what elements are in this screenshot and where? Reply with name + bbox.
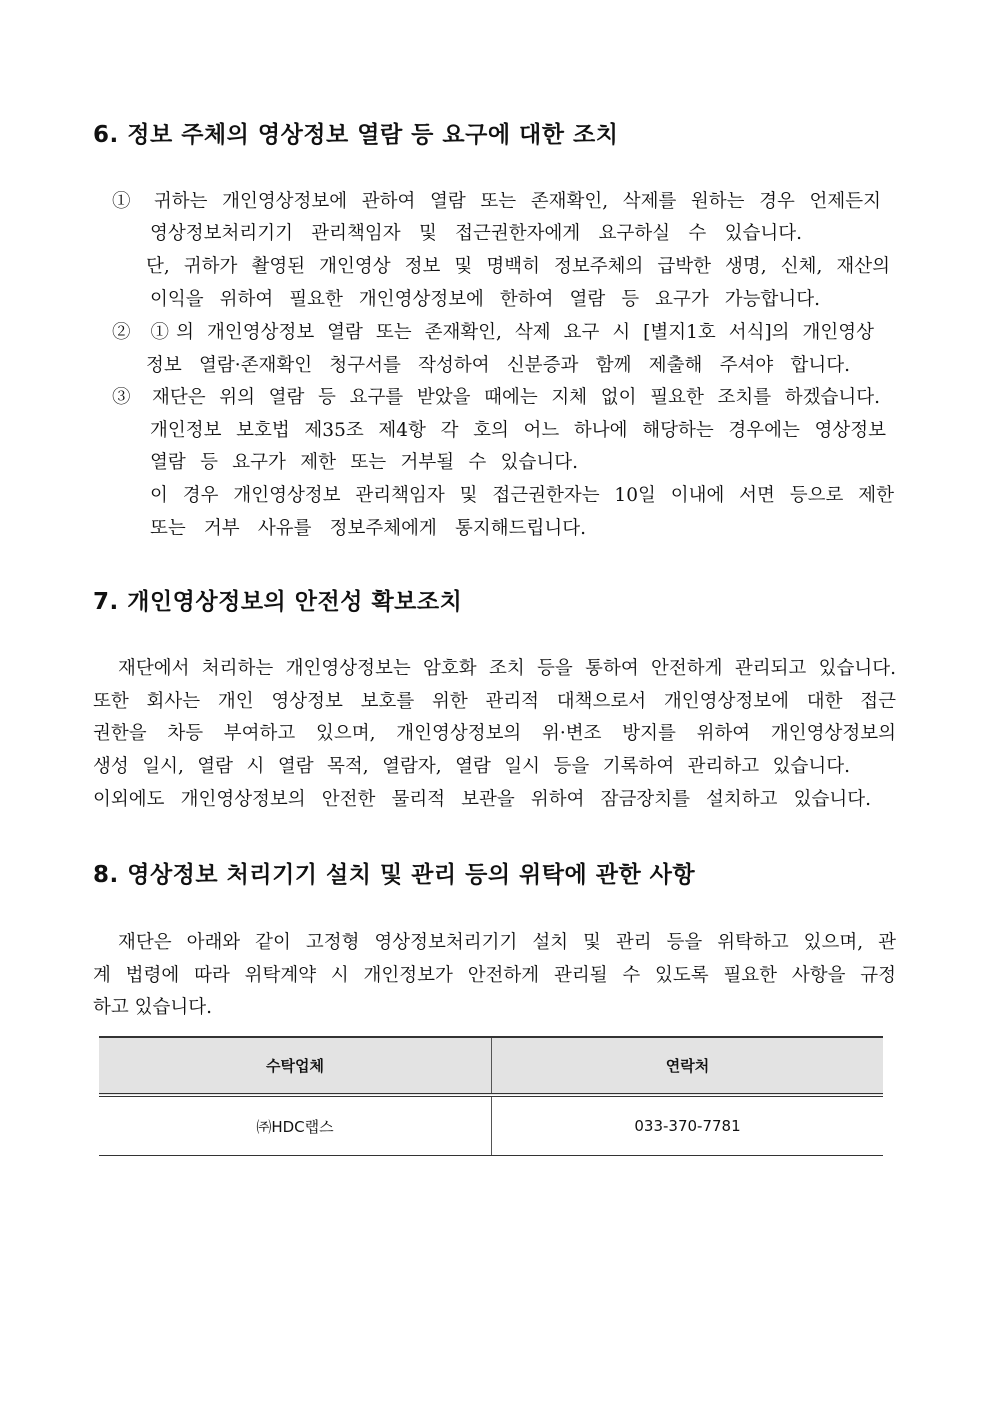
header-contact: 연락처	[492, 1037, 884, 1095]
section-7-heading: 7. 개인영상정보의 안전성 확보조치	[93, 589, 463, 615]
contractor-table	[99, 1036, 883, 1156]
section-6-line: 또는 거부 사유를 정보주체에게 통지해드립니다.	[150, 518, 586, 539]
section-6-line: 개인정보 보호법 제35조 제4항 각 호의 어느 하나에 해당하는 경우에는 영상정보	[150, 420, 886, 441]
section-6-line: 단, 귀하가 촬영된 개인영상 정보 및 명백히 정보주체의 급박한 생명, 신체, 재산의	[146, 256, 890, 277]
section-6-line: ① 귀하는 개인영상정보에 관하여 열람 또는 존재확인, 삭제를 원하는 경우 언제든지	[112, 191, 881, 212]
section-8-line: 하고 있습니다.	[93, 997, 212, 1018]
section-6-line: 이익을 위하여 필요한 개인영상정보에 한하여 열람 등 요구가 가능합니다.	[150, 289, 820, 310]
table-row	[99, 1095, 883, 1156]
section-6-line: ③ 재단은 위의 열람 등 요구를 받았을 때에는 지체 없이 필요한 조치를 하겠습니다.	[112, 387, 880, 408]
section-6-line: 열람 등 요구가 제한 또는 거부될 수 있습니다.	[150, 452, 578, 473]
section-6-line: 영상정보처리기기 관리책임자 및 접근권한자에게 요구하실 수 있습니다.	[150, 223, 802, 244]
section-6-heading: 6. 정보 주체의 영상정보 열람 등 요구에 대한 조치	[93, 122, 619, 148]
section-6-line: ② ①의 개인영상정보 열람 또는 존재확인, 삭제 요구 시 [별지1호 서식]의 개인영상	[112, 322, 874, 343]
header-contractor: 수탁업체	[99, 1037, 492, 1095]
section-7-line: 재단에서 처리하는 개인영상정보는 암호화 조치 등을 통하여 안전하게 관리되고 있습니다.	[118, 658, 896, 679]
section-7-line: 이외에도 개인영상정보의 안전한 물리적 보관을 위하여 잠금장치를 설치하고 있습니다.	[93, 789, 871, 810]
section-7-line: 권한을 차등 부여하고 있으며, 개인영상정보의 위·변조 방지를 위하여 개인영상정보의	[93, 723, 896, 744]
section-6-line: 정보 열람·존재확인 청구서를 작성하여 신분증과 함께 제출해 주셔야 합니다.	[146, 355, 850, 376]
cell-contractor-name: ㈜HDC랩스	[99, 1095, 492, 1156]
section-6-line: 이 경우 개인영상정보 관리책임자 및 접근권한자는 10일 이내에 서면 등으로 제한	[150, 485, 894, 506]
section-7-line: 또한 회사는 개인 영상정보 보호를 위한 관리적 대책으로서 개인영상정보에 대한 접근	[93, 691, 896, 712]
cell-contact-number: 033-370-7781	[492, 1095, 884, 1156]
section-8-heading: 8. 영상정보 처리기기 설치 및 관리 등의 위탁에 관한 사항	[93, 862, 696, 888]
table-header-row	[99, 1037, 883, 1095]
section-8-line: 계 법령에 따라 위탁계약 시 개인정보가 안전하게 관리될 수 있도록 필요한 사항을 규정	[93, 965, 896, 986]
section-7-line: 생성 일시, 열람 시 열람 목적, 열람자, 열람 일시 등을 기록하여 관리하고 있습니다.	[93, 756, 850, 777]
section-8-line: 재단은 아래와 같이 고정형 영상정보처리기기 설치 및 관리 등을 위탁하고 있으며, 관	[118, 932, 896, 953]
